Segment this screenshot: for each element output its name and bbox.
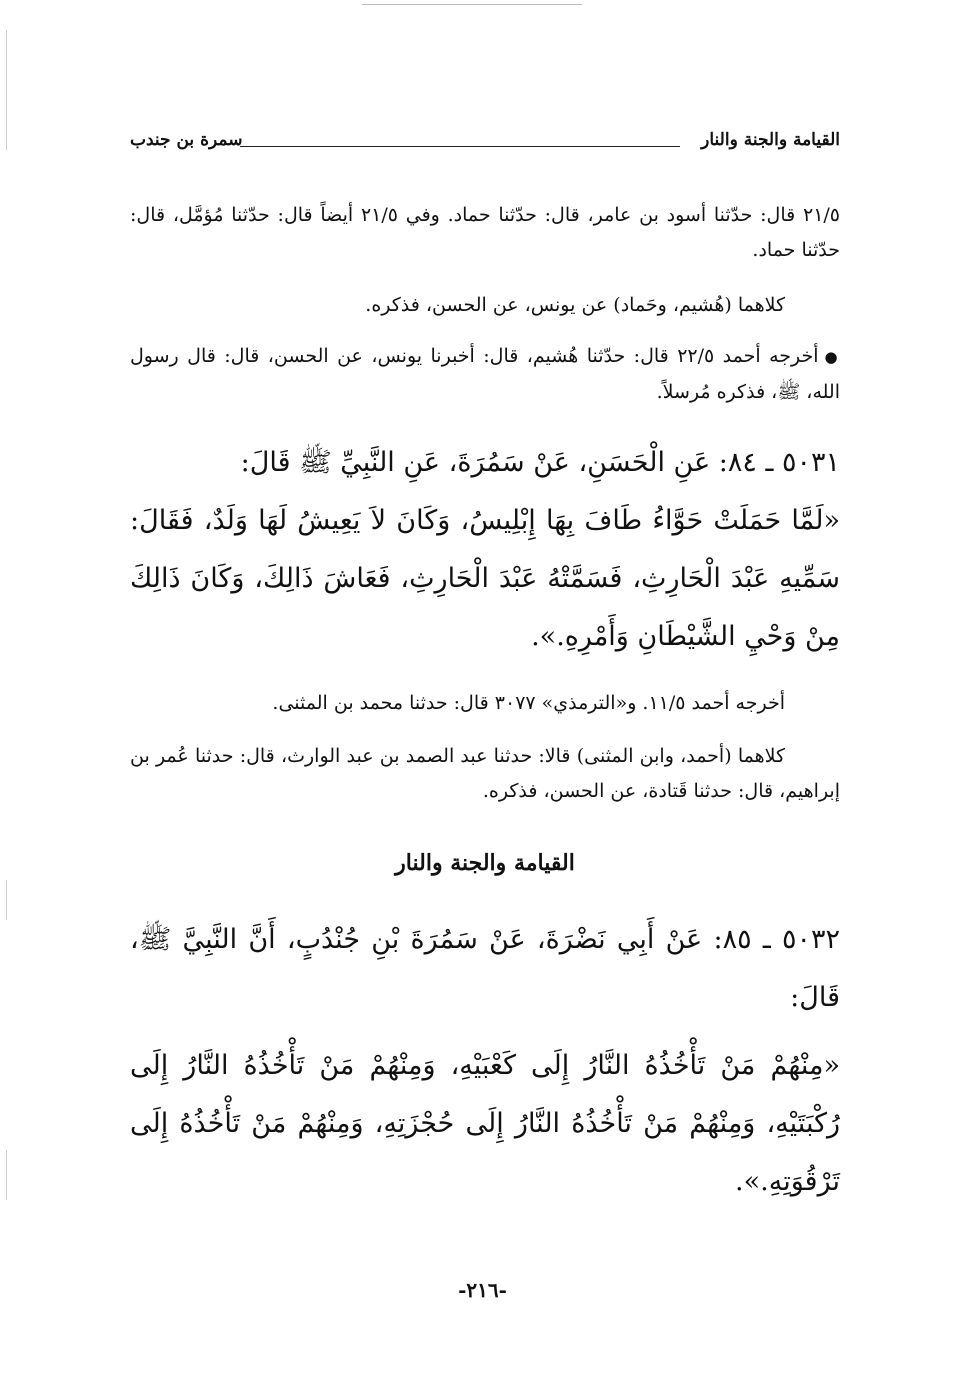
running-head-narrator: سمرة بن جندب xyxy=(130,130,243,150)
hadith-5032-text: «مِنْهُمْ مَنْ تَأْخُذُهُ النَّارُ إِلَى كَعْبَيْهِ، وَمِنْهُمْ مَنْ تَأْخُذُهُ النَّارُ إِلَى رُكْبَتَيْهِ، وَمِنْهُمْ مَنْ تَأْخُذُهُ النَّارُ إِلَى حُجْزَتِهِ، وَمِنْهُمْ مَنْ تَأْخُذُهُ إِلَى تَرْقُوَتِهِ.». xyxy=(130,1050,840,1197)
margin-scan-mark xyxy=(6,1150,7,1200)
hadith-5031-takhrij: أخرجه أحمد ١١/٥. و«الترمذي» ٣٠٧٧ قال: حدثنا محمد بن المثنى. xyxy=(272,692,785,714)
hadith-5031-takhrij-chain: كلاهما (أحمد، وابن المثنى) قالا: حدثنا عبد الصمد بن عبد الوارث، قال: حدثنا عُمر بن إبراهيم، قال: حدثنا قَتادة، عن الحسن، فذكره. xyxy=(130,745,840,802)
bullet-icon: ● xyxy=(824,348,841,366)
both-narrators-paragraph: كلاهما (هُشيم، وحَماد) عن يونس، عن الحسن، فذكره. xyxy=(365,294,785,316)
running-head-title: القيامة والجنة والنار xyxy=(701,130,840,150)
margin-scan-mark xyxy=(6,880,7,920)
takhrij-paragraph xyxy=(130,339,840,410)
section-heading: القيامة والجنة والنار xyxy=(395,850,575,876)
running-head xyxy=(130,120,840,160)
page-number: -٢١٦- xyxy=(458,1278,507,1302)
margin-scan-mark xyxy=(6,30,7,150)
top-scan-rule xyxy=(362,4,582,5)
takhrij-text: أخرجه أحمد ٢٢/٥ قال: حدّثنا هُشيم، قال: أخبرنا يونس، عن الحسن، قال: قال رسول الله، ﷺ، فذكره مُرسلاً. xyxy=(130,345,840,403)
page-body xyxy=(130,120,840,1211)
isnad-paragraph: ٢١/٥ قال: حدّثنا أسود بن عامر، قال: حدّثنا حماد. وفي ٢١/٥ أيضاً قال: حدّثنا مُؤمَّل، قال: حدّثنا حماد. xyxy=(130,204,841,261)
hadith-5031-text: «لَمَّا حَمَلَتْ حَوَّاءُ طَافَ بِهَا إِبْلِيسُ، وَكَانَ لاَ يَعِيشُ لَهَا وَلَدٌ، فَقَالَ: سَمِّيهِ عَبْدَ الْحَارِثِ، فَسَمَّتْهُ عَبْدَ الْحَارِثِ، فَعَاشَ ذَالِكَ، وَكَانَ ذَالِكَ مِنْ وَحْيِ الشَّيْطَانِ وَأَمْرِهِ.». xyxy=(130,505,840,652)
hadith-5031-intro: ٥٠٣١ ـ ٨٤: عَنِ الْحَسَنِ، عَنْ سَمُرَةَ، عَنِ النَّبِيِّ ﷺ قَالَ: xyxy=(240,447,840,478)
running-head-rule xyxy=(240,146,680,147)
hadith-5032-intro: ٥٠٣٢ ـ ٨٥: عَنْ أَبِي نَضْرَةَ، عَنْ سَمُرَةَ بْنِ جُنْدُبٍ، أَنَّ النَّبِيَّ ﷺ، قَالَ: xyxy=(130,924,840,1013)
